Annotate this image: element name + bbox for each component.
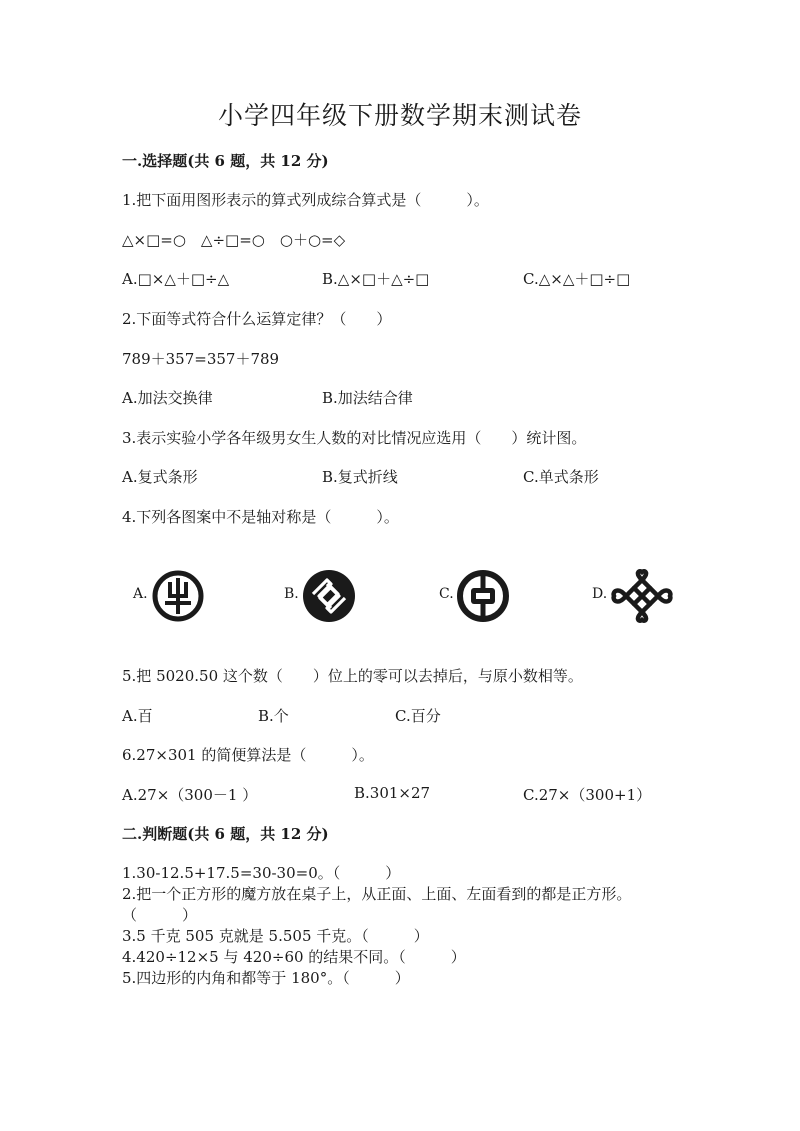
judgement-item-2-bracket: （ ）: [122, 906, 198, 924]
judgement-item-5: 5.四边形的内角和都等于 180°。（ ）: [122, 969, 410, 987]
question-3-option-b: B.复式折线: [322, 468, 398, 486]
question-2: 2.下面等式符合什么运算定律？（ ）: [122, 310, 392, 328]
question-2-option-b: B.加法结合律: [322, 389, 413, 407]
question-1-formula: △×□=○ △÷□=○ ○＋○=◇: [122, 231, 346, 249]
question-1-option-c: C.△×△＋□÷□: [523, 270, 631, 288]
judgement-item-2: 2.把一个正方形的魔方放在桌子上，从正面、上面、左面看到的都是正方形。: [122, 885, 632, 903]
question-6-option-a: A.27×（300－1 ）: [122, 786, 258, 804]
judgement-item-1: 1.30-12.5+17.5=30-30=0。（ ）: [122, 864, 401, 882]
question-5-option-c: C.百分: [395, 707, 441, 725]
question-5-option-b: B.个: [258, 707, 289, 725]
question-6: 6.27×301 的简便算法是（ ）。: [122, 746, 374, 764]
judgement-item-4: 4.420÷12×5 与 420÷60 的结果不同。（ ）: [122, 948, 466, 966]
section1-heading: 一.选择题(共 6 题，共 12 分): [122, 152, 329, 170]
judgement-item-3: 3.5 千克 505 克就是 5.505 千克。（ ）: [122, 927, 429, 945]
logo-label-c: C.: [439, 586, 454, 602]
question-1-option-a: A.□×△＋□÷△: [122, 270, 230, 288]
bank-of-china-logo-icon: [455, 568, 511, 624]
question-5: 5.把 5020.50 这个数（ ）位上的零可以去掉后，与原小数相等。: [122, 667, 583, 685]
agricultural-bank-logo-icon: [150, 568, 206, 624]
question-2-formula: 789＋357=357＋789: [122, 350, 280, 368]
question-2-option-a: A.加法交换律: [122, 389, 213, 407]
china-unicom-knot-icon: [610, 568, 674, 624]
china-mobile-logo-icon: [301, 568, 357, 624]
question-6-option-c: C.27×（300+1）: [523, 786, 652, 804]
logo-label-a: A.: [133, 586, 148, 602]
question-1: 1.把下面用图形表示的算式列成综合算式是（ ）。: [122, 191, 489, 209]
question-6-option-b: B.301×27: [354, 784, 431, 802]
logo-label-d: D.: [592, 586, 608, 602]
question-3: 3.表示实验小学各年级男女生人数的对比情况应选用（ ）统计图。: [122, 429, 587, 447]
logo-label-b: B.: [284, 586, 299, 602]
question-3-option-c: C.单式条形: [523, 468, 599, 486]
question-4: 4.下列各图案中不是轴对称是（ ）。: [122, 508, 399, 526]
section2-heading: 二.判断题(共 6 题，共 12 分): [122, 825, 329, 843]
question-3-option-a: A.复式条形: [122, 468, 198, 486]
page-title: 小学四年级下册数学期末测试卷: [217, 101, 582, 130]
question-5-option-a: A.百: [122, 707, 153, 725]
question-1-option-b: B.△×□＋△÷□: [322, 270, 430, 288]
